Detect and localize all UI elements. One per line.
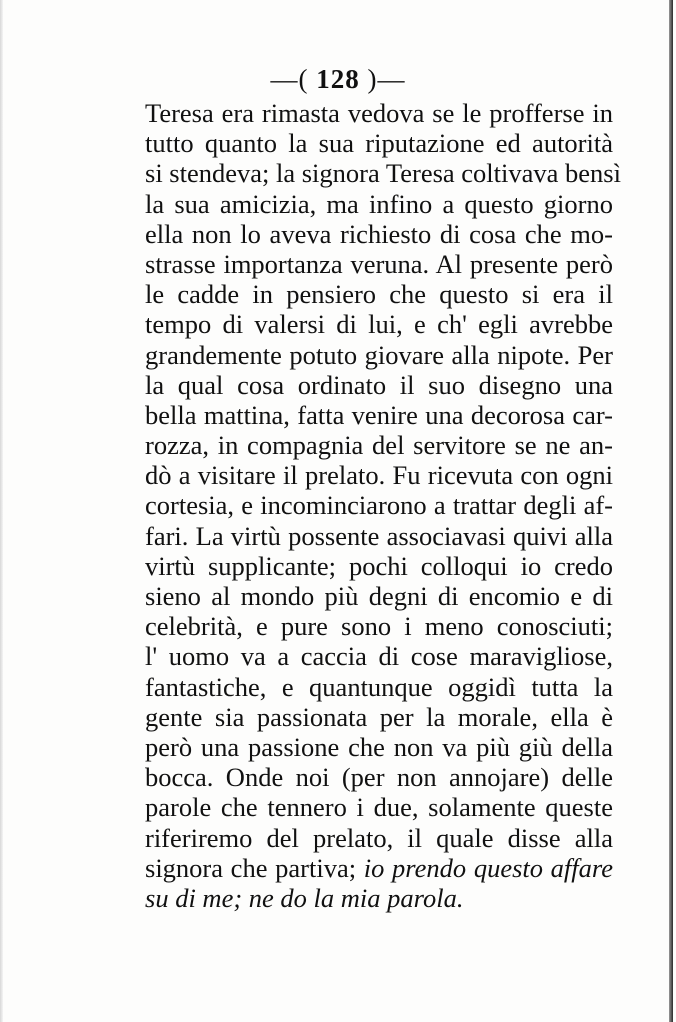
page-number-value: 128 [316,64,360,94]
text-line: sieno al mondo più degni di encomio e di [145,581,613,611]
page-number-suffix: )— [367,64,406,94]
text-line: rozza, in compagnia del servitore se ne an- [145,430,613,461]
page-number [0,64,676,95]
text-line-mixed [145,853,613,883]
page-left-edge [0,0,3,1022]
text-line: bella mattina, fatta venire una decorosa car- [145,399,613,430]
text-line: si stendeva; la signora Teresa coltivava bensì [145,158,621,189]
text-line: dò a visitare il prelato. Fu ricevuta con ogni [145,460,613,491]
text-line: ella non lo aveva richiesto di cosa che mo- [145,218,613,249]
text-line: tempo di valersi di lui, e ch' egli avrebbe [145,309,613,340]
text-line: la sua amicizia, ma infino a questo giorno [145,188,613,219]
body-text [145,98,621,913]
text-line: strasse importanza veruna. Al presente però [145,248,613,279]
text-line: cortesia, e incominciarono a trattar degli af- [145,490,613,521]
text-line: le cadde in pensiero che questo si era il [145,279,613,310]
text-line: grandemente potuto giovare alla nipote. Per [145,339,613,370]
text-line: parole che tennero i due, solamente queste [145,792,613,823]
text-line-italic-quote: su di me; ne do la mia parola. [145,882,464,913]
page-right-edge-shadow [669,0,673,1022]
text-italic-quote: io prendo questo affare [363,852,613,883]
text-line: virtù supplicante; pochi colloqui io credo [145,550,613,581]
text-roman: signora che partiva; [145,852,357,883]
text-line: bocca. Onde noi (per non annojare) delle [145,762,613,793]
text-line: riferiremo del prelato, il quale disse alla [145,822,613,853]
text-line: fari. La virtù possente associavasi quivi alla [145,520,613,551]
text-line: Teresa era rimasta vedova se le profferse in [145,98,613,128]
text-line: gente sia passionata per la morale, ella è [145,701,613,732]
text-line: tutto quanto la sua riputazione ed autorità [145,128,613,159]
text-line: celebrità, e pure sono i meno conosciuti; [145,611,613,642]
text-line: fantastiche, e quantunque oggidì tutta la [145,671,613,702]
page-number-prefix: —( [270,64,309,94]
text-line: però una passione che non va più giù della [145,731,613,762]
text-line: la qual cosa ordinato il suo disegno una [145,369,613,400]
text-line: l' uomo va a caccia di cose maravigliose, [145,641,613,672]
